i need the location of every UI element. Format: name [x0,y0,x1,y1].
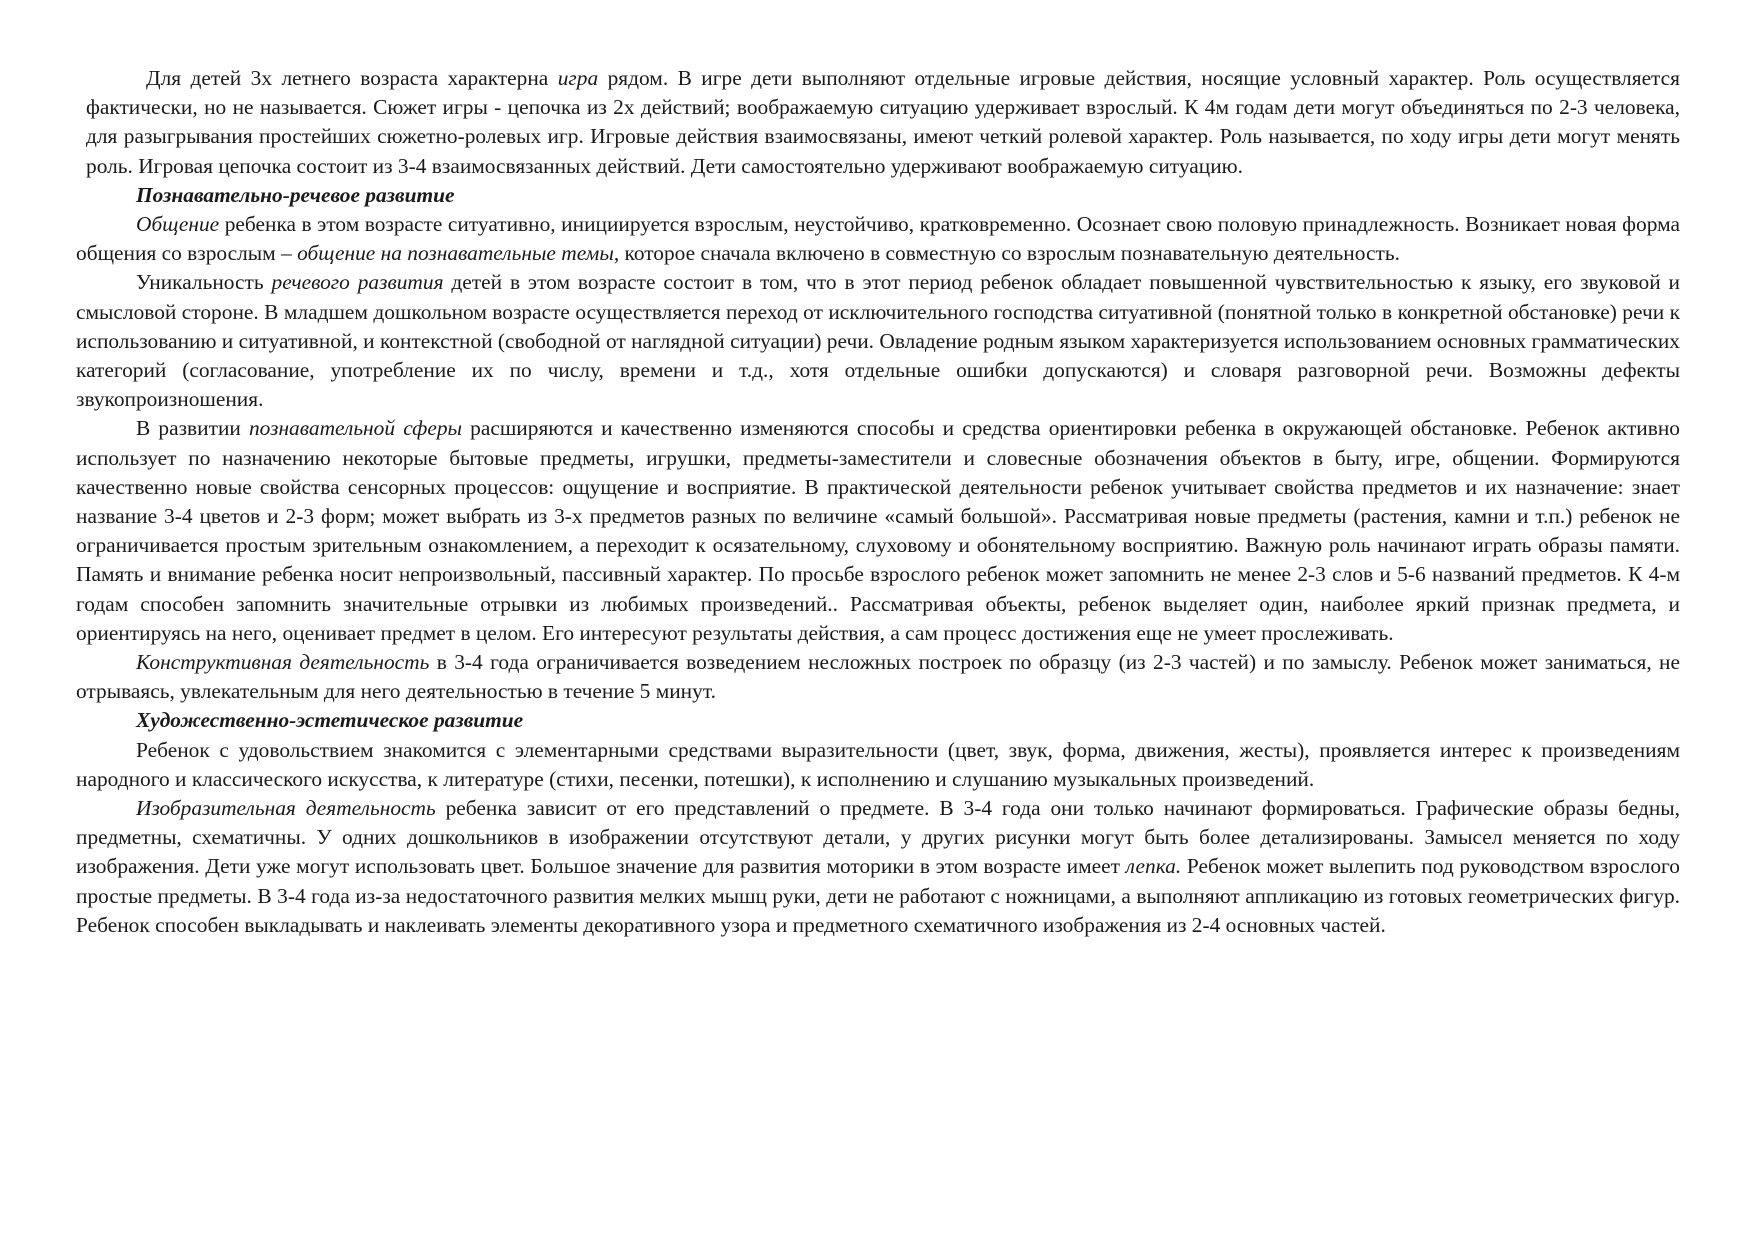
text-run: рядом. В игре дети выполняют отдельные игровые действия, носящие условный характер. Роль осуществляется фактически, но не называется. Сюжет игры - цепочка из 2х действий; воображаемую ситуацию удерживает взрослый. К 4м годам дети могут объединяться по 2-3 человека, для разыгрывания простейших сюжетно-ролевых игр. Игровые действия взаимосвязаны, имеют четкий ролевой характер. Роль называется, по ходу игры дети могут менять роль. Игровая цепочка состоит из 3-4 взаимосвязанных действий. Дети самостоятельно удерживают воображаемую ситуацию. [86,66,1681,178]
text-run: ребенка в этом возрасте ситуативно, инициируется взрослым, неустойчиво, кратковременно. Осознает свою половую принадлежность. Возникает новая форма общения со взрослым – [76,212,1680,266]
text-run: детей в этом возрасте состоит в том, что в этот период ребенок обладает повышенной чувствительностью к языку, его звуковой и смысловой стороне. В младшем дошкольном возрасте осуществляется переход от исключительного господства ситуативной (понятной только в конкретной обстановке) речи к использованию и ситуативной, и контекстной (свободной от наглядной ситуации) речи. Овладение родным языком характеризуется использованием основных грамматических категорий (согласование, употребление их по числу, времени и т.д., хотя отдельные ошибки допускаются) и словаря разговорной речи. Возможны дефекты звукопроизношения. [76,270,1681,412]
term-cognitive-sphere: познавательной сферы [248,416,463,441]
text-run: ребенка зависит от его представлений о предмете. В 3-4 года они только начинают формироваться. Графические образы бедны, предметны, схематичны. У одних дошкольников в изображении отсутствуют детали, у других рисунки могут быть более детализированы. Замысел меняется по ходу изображения. Дети уже могут использовать цвет. Большое значение для развития моторики в этом возрасте имеет [76,796,1680,879]
paragraph-communication [76,210,1680,268]
paragraph-constructive [76,648,1680,706]
section-heading-artistic: Художественно-эстетическое развитие [136,708,524,733]
paragraph-aesthetic [76,736,1680,794]
term-cognitive-communication: общение на познавательные темы [297,241,614,266]
term-modeling: лепка. [1125,854,1182,879]
text-run: Для детей 3х летнего возраста характерна [146,66,558,90]
text-run: Ребенок с удовольствием знакомится с элементарными средствами выразительности (цвет, звук, форма, движения, жесты), проявляется интерес к произведениям народного и классического искусства, к литературе (стихи, песенки, потешки), к исполнению и слушанию музыкальных произведений. [76,737,1680,791]
text-run: расширяются и качественно изменяются способы и средства ориентировки ребенка в окружающей обстановке. Ребенок активно использует по назначению некоторые бытовые предметы, игрушки, предметы-заместители и словесные обозначения объектов в быту, игре, общении. Формируются качественно новые свойства сенсорных процессов: ощущение и восприятие. В практической деятельности ребенок учитывает свойства предметов и их назначение: знает название 3-4 цветов и 2-3 форм; может выбрать из 3-х предметов разных по величине «самый большой». Рассматривая новые предметы (растения, камни и т.п.) ребенок не ограничивается простым зрительным ознакомлением, а переходит к осязательному, слуховому и обонятельному восприятию. Важную роль начинают играть образы памяти. Память и внимание ребенка носит непроизвольный, пассивный характер. По просьбе взрослого ребенок может запомнить не менее 2-3 слов и 5-6 названий предметов. К 4-м годам способен запомнить значительные отрывки из любимых произведений.. Рассматривая объекты, ребенок выделяет один, наиболее яркий признак предмета, и ориентируясь на него, оценивает предмет в целом. Его интересуют результаты действия, а сам процесс достижения еще не умеет прослеживать. [76,416,1680,645]
text-run: , которое сначала включено в совместную со взрослым познавательную деятельность. [613,241,1400,266]
section-heading-cognitive: Познавательно-речевое развитие [136,182,455,207]
text-run: Уникальность [136,270,272,295]
document-page [76,64,1680,940]
paragraph-speech [76,268,1680,414]
term-speech-development: речевого развития [271,270,444,295]
paragraph-visual-activity [76,794,1680,940]
term-communication: Общение [136,212,220,237]
paragraph-play [76,64,1680,181]
text-run: В развитии [136,416,249,441]
text-run: Ребенок может вылепить под руководством взрослого простые предметы. В 3-4 года из-за недостаточного развития мелких мышц руки, дети не работают с ножницами, а выполняют аппликацию из готовых геометрических фигур. Ребенок способен выкладывать и наклеивать элементы декоративного узора и предметного схематичного изображения из 2-4 основных частей. [76,854,1680,937]
paragraph-cognitive-sphere [76,414,1680,648]
term-constructive-activity: Конструктивная деятельность [136,650,430,675]
term-visual-activity: Изобразительная деятельность [136,796,436,821]
text-run: в 3-4 года ограничивается возведением несложных построек по образцу (из 2-3 частей) и по замыслу. Ребенок может заниматься, не отрываясь, увлекательным для него деятельностью в течение 5 минут. [76,650,1680,704]
term-play: игра [557,66,599,90]
